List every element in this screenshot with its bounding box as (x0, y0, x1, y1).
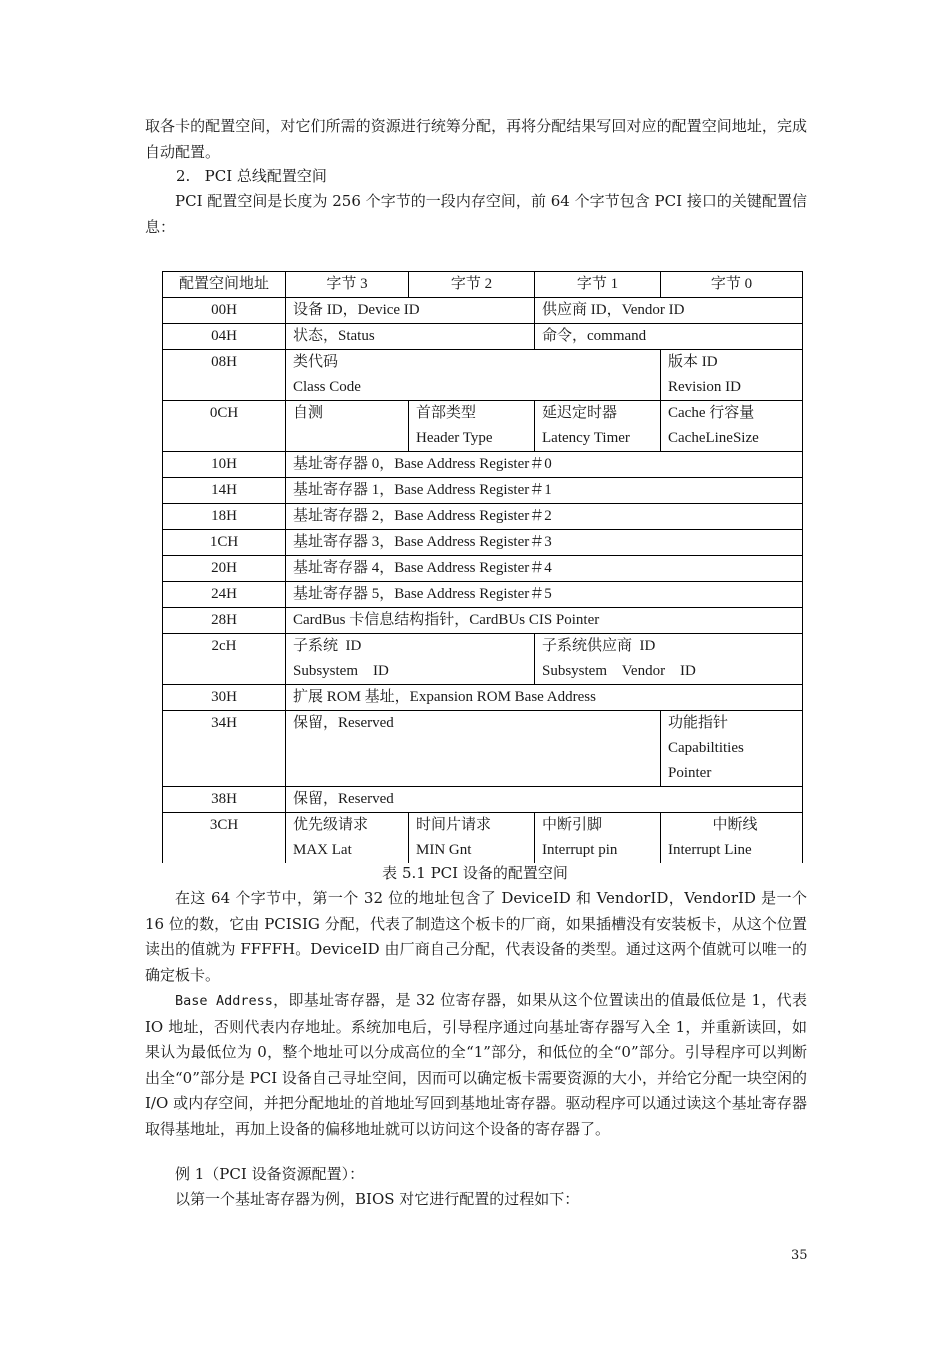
table-row (163, 685, 803, 711)
field-cell: 保留，Reserved (286, 711, 661, 787)
field-cell (286, 813, 409, 864)
field-cell: CardBus 卡信息结构指针，CardBUs CIS Pointer (286, 608, 803, 634)
field-cell: 基址寄存器 1，Base Address Register＃1 (286, 478, 803, 504)
field-label-cn: 时间片请求 (416, 817, 492, 833)
table-caption: 表 5.1 PCI 设备的配置空间 (382, 864, 568, 882)
table-row (163, 787, 803, 813)
field-label-cn: 类代码 (293, 354, 339, 370)
table-row (163, 401, 803, 452)
field-cell: 命令，command (535, 324, 803, 350)
field-label-en: Capabiltities (668, 740, 744, 756)
address-cell: 3CH (163, 813, 286, 864)
intro-paragraph: 取各卡的配置空间，对它们所需的资源进行统筹分配，再将分配结果写回对应的配置空间地址，完成自动配置。 (145, 117, 807, 161)
field-label-en: Interrupt Line (668, 842, 752, 858)
table-row (163, 504, 803, 530)
field-cell (661, 813, 803, 864)
table-row (163, 634, 803, 685)
field-cell (535, 401, 661, 452)
table-row (163, 452, 803, 478)
base-address-text: ，即基址寄存器，是 32 位寄存器，如果从这个位置读出的值最低位是 1，代表 IO 地址，否则代表内存地址。系统加电后，引导程序通过向基址寄存器写入全 1，并重新读回，如果认为最低位为 0，整个地址可以分成高位的全“1”部分，和低位的全“0”部分。引导程序可以判断出全“0”部分是 PCI 设备自己寻址空间，因而可以确定板卡需要资源的大小，并给它分配一块空闲的 I/O 或内存空间，并把分配地址的首地址写回到基地址寄存器。驱动程序可以通过读这个基址寄存器取得基地址，再加上设备的偏移地址就可以访问这个设备的寄存器了。 (145, 991, 807, 1138)
field-label-cn: 子系统供应商 ID (542, 638, 656, 654)
address-cell: 2cH (163, 634, 286, 685)
header-cell: 字节 1 (535, 272, 661, 298)
header-cell: 字节 2 (409, 272, 535, 298)
table-header-row (163, 272, 803, 298)
address-cell: 18H (163, 504, 286, 530)
address-cell: 14H (163, 478, 286, 504)
header-cell: 配置空间地址 (163, 272, 286, 298)
table-row (163, 324, 803, 350)
field-label-cn: Cache 行容量 (668, 405, 755, 421)
address-cell: 30H (163, 685, 286, 711)
field-label-en: Interrupt pin (542, 842, 618, 858)
address-cell: 28H (163, 608, 286, 634)
field-cell (286, 634, 535, 685)
field-cell: 设备 ID，Device ID (286, 298, 535, 324)
table-row (163, 813, 803, 864)
page-number: 35 (791, 1248, 808, 1263)
section-title: PCI 总线配置空间 (204, 167, 327, 185)
header-cell: 字节 3 (286, 272, 409, 298)
table-row (163, 530, 803, 556)
address-cell: 04H (163, 324, 286, 350)
field-label-cn: 功能指针 (668, 715, 729, 731)
field-label-en: MAX Lat (293, 842, 352, 858)
field-cell: 保留，Reserved (286, 787, 803, 813)
table-row (163, 350, 803, 401)
example-line: 以第一个基址寄存器为例，BIOS 对它进行配置的过程如下： (175, 1190, 580, 1208)
field-cell: 扩展 ROM 基址，Expansion ROM Base Address (286, 685, 803, 711)
field-label-cn: 版本 ID (668, 354, 718, 370)
address-cell: 34H (163, 711, 286, 787)
address-cell: 20H (163, 556, 286, 582)
field-label-en: Subsystem Vendor ID (542, 663, 696, 679)
config-intro-paragraph: PCI 配置空间是长度为 256 个字节的一段内存空间，前 64 个字节包含 PCI 接口的关键配置信息： (145, 192, 807, 236)
table-row (163, 298, 803, 324)
field-cell: 自测 (286, 401, 409, 452)
field-cell: 基址寄存器 0，Base Address Register＃0 (286, 452, 803, 478)
field-cell (661, 350, 803, 401)
field-label-en: CacheLineSize (668, 430, 759, 446)
field-label-cn: 子系统 ID (293, 638, 362, 654)
field-label-en: Subsystem ID (293, 663, 389, 679)
field-cell (661, 401, 803, 452)
table-row (163, 608, 803, 634)
field-label-en: Class Code (293, 379, 361, 395)
base-address-term: Base Address (175, 993, 273, 1009)
config-space-table (162, 271, 803, 863)
field-cell (286, 350, 661, 401)
field-label-en: Revision ID (668, 379, 741, 395)
field-label-en: MIN Gnt (416, 842, 472, 858)
base-address-paragraph (145, 988, 807, 1142)
field-cell: 基址寄存器 5，Base Address Register＃5 (286, 582, 803, 608)
address-cell: 24H (163, 582, 286, 608)
field-label-en: Latency Timer (542, 430, 630, 446)
table-row (163, 556, 803, 582)
address-cell: 0CH (163, 401, 286, 452)
field-label-cn: 中断线 (712, 817, 758, 833)
field-label-cn: 延迟定时器 (542, 405, 618, 421)
field-cell (661, 711, 803, 787)
device-id-paragraph: 在这 64 个字节中，第一个 32 位的地址包含了 DeviceID 和 VendorID，VendorID 是一个 16 位的数，它由 PCISIG 分配，代表了制造这个板卡的厂商，如果插槽没有安装板卡，从这个位置读出的值就为 FFFFH。DeviceID 由厂商自己分配，代表设备的类型。通过这两个值就可以唯一的确定板卡。 (145, 889, 807, 984)
field-cell (535, 813, 661, 864)
table-row (163, 711, 803, 787)
field-label-cn: 首部类型 (416, 405, 477, 421)
table-row (163, 582, 803, 608)
field-cell: 基址寄存器 3，Base Address Register＃3 (286, 530, 803, 556)
field-cell: 基址寄存器 2，Base Address Register＃2 (286, 504, 803, 530)
address-cell: 08H (163, 350, 286, 401)
address-cell: 38H (163, 787, 286, 813)
field-cell (409, 813, 535, 864)
field-cell (535, 634, 803, 685)
address-cell: 10H (163, 452, 286, 478)
header-cell: 字节 0 (661, 272, 803, 298)
table-row (163, 478, 803, 504)
address-cell: 00H (163, 298, 286, 324)
field-cell: 状态，Status (286, 324, 535, 350)
field-label-cn: 优先级请求 (293, 817, 369, 833)
field-cell: 供应商 ID，Vendor ID (535, 298, 803, 324)
field-label-cn: 中断引脚 (542, 817, 603, 833)
section-number: 2. (176, 167, 191, 185)
field-cell (409, 401, 535, 452)
field-label-en: Header Type (416, 430, 493, 446)
field-cell: 基址寄存器 4，Base Address Register＃4 (286, 556, 803, 582)
example-title: 例 1（PCI 设备资源配置）： (175, 1165, 365, 1183)
section-heading (176, 164, 327, 189)
address-cell: 1CH (163, 530, 286, 556)
field-label-en: Pointer (668, 765, 712, 781)
